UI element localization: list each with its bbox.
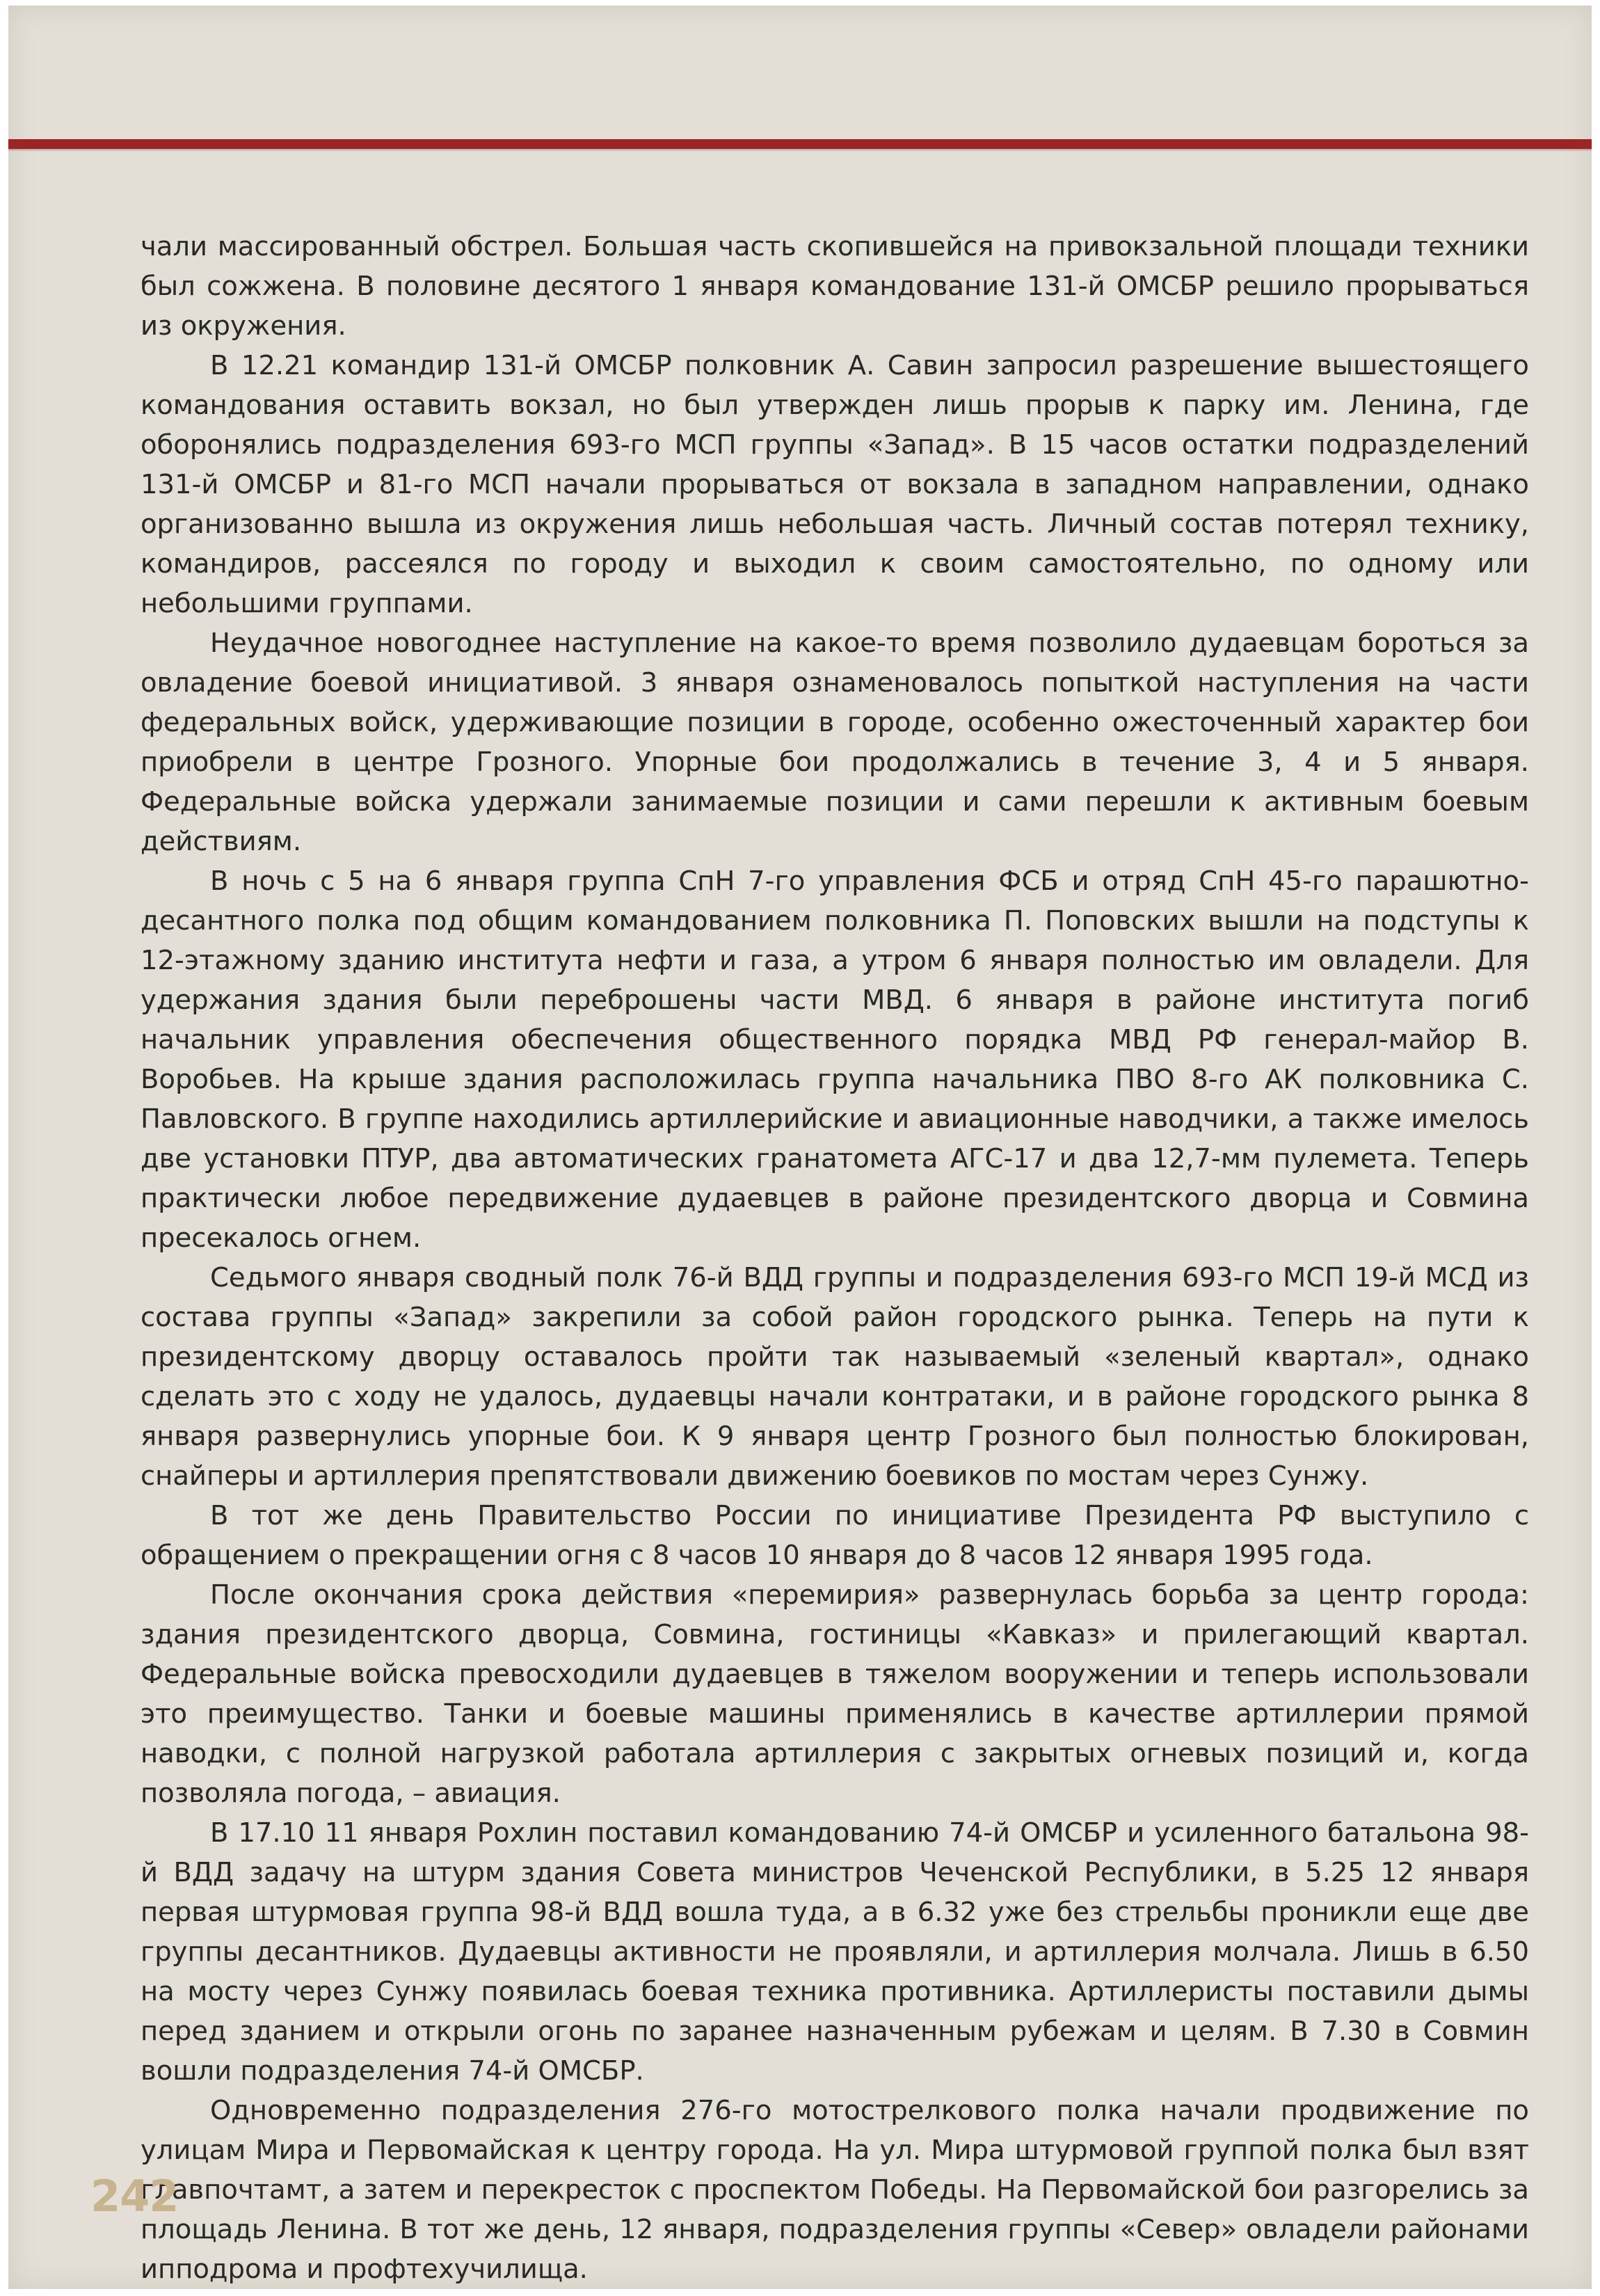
paragraph: Седьмого января сводный полк 76-й ВДД группы и подразделения 693-го МСП 19-й МСД из состава группы «Запад» закрепили за собой район городского рынка. Теперь на пути к президентскому дворцу оставалось пройти так называемый «зеленый квартал», однако сделать это с ходу не удалось, дудаевцы начали контратаки, и в районе городского рынка 8 января развернулись упорные бои. К 9 января центр Грозного был полностью блокирован, снайперы и артиллерия препятствовали движению боевиков по мостам через Сунжу. [141, 1262, 1529, 1492]
paragraph: В ночь с 5 на 6 января группа СпН 7-го управления ФСБ и отряд СпН 45-го парашютно-десантного полка под общим командованием полковника П. Поповских вышли на подступы к 12-этажному зданию института нефти и газа, а утром 6 января полностью им овладели. Для удержания здания были переброшены части МВД. 6 января в районе института погиб начальник управления обеспечения общественного порядка МВД РФ генерал-майор В. Воробьев. На крыше здания расположилась группа начальника ПВО 8-го АК полковника С. Павловского. В группе находились артиллерийские и авиационные наводчики, а также имелось две установки ПТУР, два автоматических гранатомета АГС-17 и два 12,7-мм пулемета. Теперь практически любое передвижение дудаевцев в районе президентского дворца и Совмина пресекалось огнем. [141, 866, 1529, 1254]
paragraph: После окончания срока действия «перемирия» развернулась борьба за центр города: здания президентского дворца, Совмина, гостиницы «Кавказ» и прилегающий квартал. Федеральные войска превосходили дудаевцев в тяжелом вооружении и теперь использовали это преимущество. Танки и боевые машины применялись в качестве артиллерии прямой наводки, с полной нагрузкой работала артиллерия с закрытых огневых позиций и, когда позволяла погода, – авиация. [141, 1579, 1529, 1809]
book-page [8, 6, 1592, 2289]
paragraph: В тот же день Правительство России по инициативе Президента РФ выступило с обращением о прекращении огня с 8 часов 10 января до 8 часов 12 января 1995 года. [141, 1500, 1529, 1571]
page-number: 242 [90, 2171, 179, 2222]
body-text [141, 227, 1529, 2289]
paragraph: В 12.21 командир 131-й ОМСБР полковник А. Савин запросил разрешение вышестоящего командования оставить вокзал, но был утвержден лишь прорыв к парку им. Ленина, где оборонялись подразделения 693-го МСП группы «Запад». В 15 часов остатки подразделений 131-й ОМСБР и 81-го МСП начали прорываться от вокзала в западном направлении, однако организованно вышла из окружения лишь небольшая часть. Личный состав потерял технику, командиров, рассеялся по городу и выходил к своим самостоятельно, по одному или небольшими группами. [141, 350, 1529, 619]
paragraph: В 17.10 11 января Рохлин поставил командованию 74-й ОМСБР и усиленного батальона 98-й ВДД задачу на штурм здания Совета министров Чеченской Республики, в 5.25 12 января первая штурмовая группа 98-й ВДД вошла туда, а в 6.32 уже без стрельбы проникли еще две группы десантников. Дудаевцы активности не проявляли, и артиллерия молчала. Лишь в 6.50 на мосту через Сунжу появилась боевая техника противника. Артиллеристы поставили дымы перед зданием и открыли огонь по заранее назначенным рубежам и целям. В 7.30 в Совмин вошли подразделения 74-й ОМСБР. [141, 1817, 1529, 2087]
header-rule [8, 139, 1592, 149]
paragraph: Одновременно подразделения 276-го мотострелкового полка начали продвижение по улицам Мира и Первомайская к центру города. На ул. Мира штурмовой группой полка был взят главпочтамт, а затем и перекресток с проспектом Победы. На Первомайской бои разгорелись за площадь Ленина. В тот же день, 12 января, подразделения группы «Север» овладели районами ипподрома и профтехучилища. [141, 2095, 1529, 2285]
paragraph: Неудачное новогоднее наступление на какое-то время позволило дудаевцам бороться за овладение боевой инициативой. 3 января ознаменовалось попыткой наступления на части федеральных войск, удерживающие позиции в городе, особенно ожесточенный характер бои приобрели в центре Грозного. Упорные бои продолжались в течение 3, 4 и 5 января. Федеральные войска удержали занимаемые позиции и сами перешли к активным боевым действиям. [141, 628, 1529, 857]
paragraph: чали массированный обстрел. Большая часть скопившейся на привокзальной площади техники был сожжена. В половине десятого 1 января командование 131-й ОМСБР решило прорываться из окружения. [141, 231, 1529, 342]
